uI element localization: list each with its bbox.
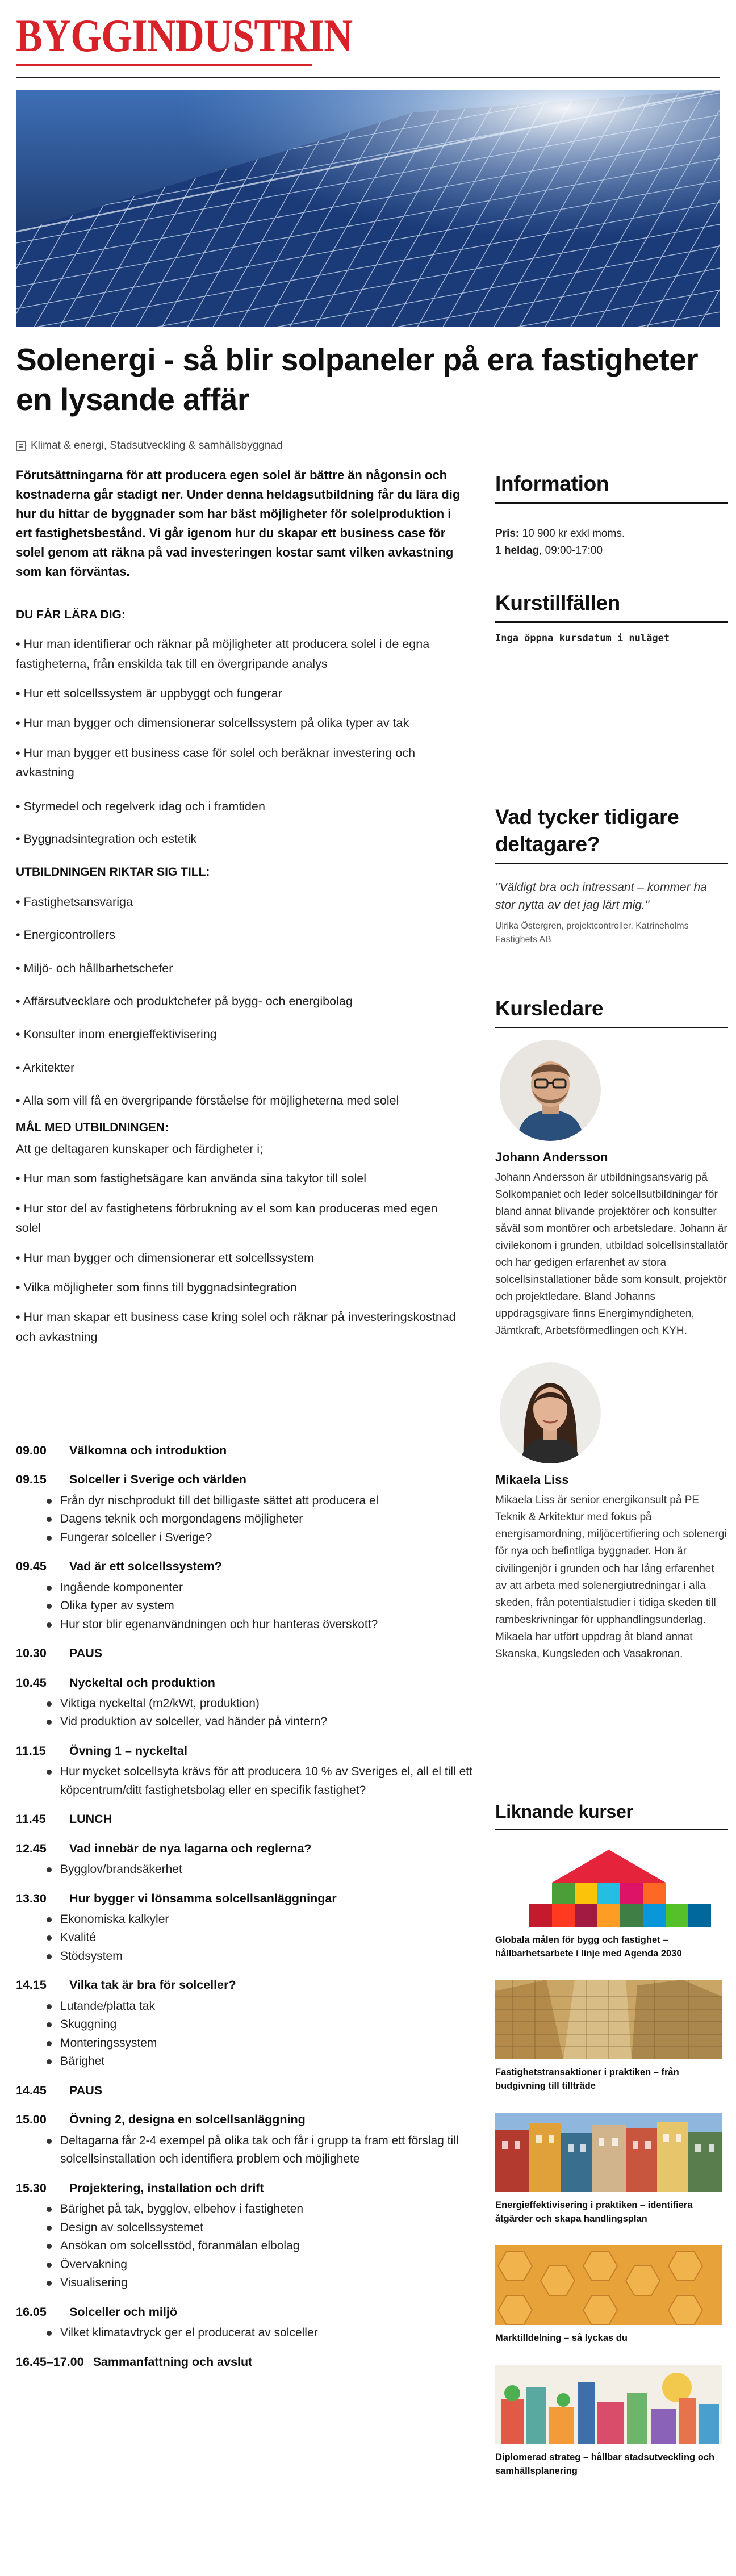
dates-divider xyxy=(495,621,728,623)
slot-title: Solceller och miljö xyxy=(69,2305,177,2319)
slot-title: Vad innebär de nya lagarna och reglerna? xyxy=(69,1841,312,1855)
list-item: • Vilka möjligheter som finns till byggnadsintegration xyxy=(16,1281,297,1295)
target-list xyxy=(16,892,465,1111)
leader-name: Johann Andersson xyxy=(495,1150,608,1165)
course-card[interactable] xyxy=(495,1847,722,1961)
category-tags xyxy=(16,437,283,454)
leader-bio: Mikaela Liss är senior energikonsult på PE Teknik & Arkitektur med fokus på energisamordning, miljöcertifiering och solenergi för nya och befintliga byggnader. Hon är civilingenjör i grunden och har lång erfarenhet av att arbeta med solenergiutredningar i alla skeden, från potentialstudier i tidiga skeden till rambeskrivningar för upphandlingsunderlag. Mikaela har utfört uppdrag åt bland annat Skanska, Kungsleden och Vasakronan. xyxy=(495,1494,727,1660)
list-item: Hur stor blir egenanvändningen och hur hanteras överskott? xyxy=(44,1616,504,1634)
hero-solar-image xyxy=(16,90,720,327)
slot-title: Övning 2, designa en solcellsanläggning xyxy=(69,2113,306,2127)
course-thumb[interactable] xyxy=(495,2245,722,2325)
slot-title: Övning 1 – nyckeltal xyxy=(69,1743,187,1758)
list-item: • Alla som vill få en övergripande förståelse för möjligheterna med solel xyxy=(16,1094,399,1108)
list-item: • Hur man som fastighetsägare kan använda sina takytor till solel xyxy=(16,1172,367,1186)
header-divider xyxy=(16,77,720,78)
testimonial-heading: Vad tycker tidigare deltagare? xyxy=(495,805,679,856)
avatar xyxy=(500,1040,601,1141)
sdg-house-graphic xyxy=(495,1847,722,1927)
course-leaders xyxy=(495,995,728,1663)
price-line xyxy=(495,525,728,542)
slot-title: Vilka tak är bra för solceller? xyxy=(69,1978,236,1992)
info-divider xyxy=(495,502,728,504)
leader-photo-johann xyxy=(500,1040,601,1141)
slot-title: Nyckeltal och produktion xyxy=(69,1675,215,1690)
hexagon-pattern xyxy=(495,2245,722,2325)
list-item: Lutande/platta tak xyxy=(44,1997,504,2016)
slot-time: 16.05 xyxy=(16,2305,47,2319)
course-title[interactable]: Diplomerad strateg – hållbar stadsutveckling och samhällsplanering xyxy=(495,2452,715,2476)
leader-name: Mikaela Liss xyxy=(495,1473,569,1487)
list-item: Ingående komponenter xyxy=(44,1579,504,1598)
list-item: Stödsystem xyxy=(44,1947,504,1966)
schedule-slot xyxy=(16,2303,504,2322)
price-value: 10 900 kr exkl moms. xyxy=(522,528,625,540)
schedule-slot xyxy=(16,1742,504,1760)
list-item: • Styrmedel och regelverk idag och i framtiden xyxy=(16,800,265,814)
leaders-heading: Kursledare xyxy=(495,997,604,1020)
list-item: Design av solcellssystemet xyxy=(44,2219,504,2238)
course-thumb[interactable] xyxy=(495,1847,722,1927)
list-item: • Konsulter inom energieffektivisering xyxy=(16,1027,217,1042)
duration-line xyxy=(495,542,728,559)
list-item: Bärighet på tak, bygglov, elbehov i fastigheten xyxy=(44,2200,504,2219)
schedule-slot xyxy=(16,1889,504,1908)
list-item: Dagens teknik och morgondagens möjligheter xyxy=(44,1510,504,1529)
testimonial-divider xyxy=(495,863,728,864)
list-item: • Hur man identifierar och räknar på möjligheter att producera solel i de egna fastigheterna, från enskilda tak till en övergripande analys xyxy=(16,637,430,671)
list-item: Kvalité xyxy=(44,1929,504,1947)
list-item: Från dyr nischprodukt till det billigaste sättet att producera el xyxy=(44,1492,504,1511)
info-box xyxy=(495,470,728,560)
list-item: • Hur man bygger ett business case för solel och beräknar investering och avkastning xyxy=(16,746,416,780)
slot-time: 10.30 xyxy=(16,1646,47,1661)
slot-time: 16.45–17.00 xyxy=(16,2355,84,2369)
goal-heading: MÅL MED UTBILDNINGEN: xyxy=(16,1120,169,1134)
slot-title: LUNCH xyxy=(69,1812,112,1826)
duration-label: 1 heldag xyxy=(495,545,540,557)
course-title[interactable]: Energieffektivisering i praktiken – identifiera åtgärder och skapa handlingsplan xyxy=(495,2200,693,2224)
schedule-slot xyxy=(16,1557,504,1576)
course-title[interactable]: Marktilldelning – så lyckas du xyxy=(495,2333,628,2344)
course-thumb[interactable] xyxy=(495,2365,722,2444)
list-item: • Hur man skapar ett business case kring solel och räknar på investeringskostnad och avkastning xyxy=(16,1310,456,1344)
slot-items xyxy=(44,2132,504,2169)
no-dates-message: Inga öppna kursdatum i nuläget xyxy=(495,633,670,645)
tag-icon xyxy=(16,441,26,451)
list-item: • Miljö- och hållbarhetschefer xyxy=(16,961,173,975)
slot-items xyxy=(44,1910,504,1966)
course-card[interactable] xyxy=(495,1980,722,2093)
list-item: • Hur ett solcellssystem är uppbyggt och fungerar xyxy=(16,686,282,700)
logo-underline xyxy=(16,64,312,66)
learn-list xyxy=(16,634,465,848)
goal-intro: Att ge deltagaren kunskaper och färdigheter i; xyxy=(16,1142,264,1156)
slot-time: 11.15 xyxy=(16,1743,46,1758)
lead-paragraph: Förutsättningarna för att producera egen solel är bättre än någonsin och kostnaderna går stadigt ner. Under denna heldagsutbildning får du lära dig hur du hittar de byggnader som har bäst möjligheter för solelproduktion i ert fastighetsbestånd. Vi går igenom hur du skapar ett business case för solel genom att räkna på vad investeringen kostar samt vilken avkastning som kan förväntas. xyxy=(16,468,461,579)
slot-time: 13.30 xyxy=(16,1891,47,1905)
list-item: Viktiga nyckeltal (m2/kWt, produktion) xyxy=(44,1695,504,1713)
slot-items xyxy=(44,2324,504,2343)
quote-source: Ulrika Östergren, projektcontroller, Katrineholms Fastighets AB xyxy=(495,921,689,945)
slot-title: Solceller i Sverige och världen xyxy=(69,1473,246,1487)
slot-title: PAUS xyxy=(69,2083,103,2097)
slot-items xyxy=(44,2200,504,2293)
course-card[interactable] xyxy=(495,2365,722,2478)
course-description xyxy=(16,466,465,1346)
list-item: Ekonomiska kalkyler xyxy=(44,1910,504,1929)
slot-time: 09.45 xyxy=(16,1559,47,1574)
list-item: • Hur man bygger och dimensionerar ett solcellssystem xyxy=(16,1251,314,1265)
schedule-slot xyxy=(16,2353,504,2372)
target-heading: UTBILDNINGEN RIKTAR SIG TILL: xyxy=(16,865,210,879)
schedule-slot xyxy=(16,1470,504,1489)
schedule-slot xyxy=(16,1839,504,1858)
similar-heading: Liknande kurser xyxy=(495,1801,633,1822)
list-item: Vilket klimatavtryck ger el producerat av solceller xyxy=(44,2324,504,2343)
schedule-slot xyxy=(16,2179,504,2198)
course-dates xyxy=(495,589,728,646)
office-buildings-photo xyxy=(495,1980,722,2059)
slot-time: 09.00 xyxy=(16,1444,47,1457)
schedule-slot xyxy=(16,1644,504,1663)
schedule-slot xyxy=(16,1441,504,1460)
slot-title: Välkomna och introduktion xyxy=(69,1444,227,1457)
site-header xyxy=(0,0,736,88)
list-item: Övervakning xyxy=(44,2256,504,2274)
slot-title: PAUS xyxy=(69,1646,103,1661)
slot-title: Vad är ett solcellssystem? xyxy=(69,1559,222,1574)
slot-time: 09.15 xyxy=(16,1473,47,1487)
slot-items xyxy=(44,1579,504,1634)
course-title[interactable]: Globala målen för bygg och fastighet – hållbarhetsarbete i linje med Agenda 2030 xyxy=(495,1934,682,1959)
list-item: • Arkitekter xyxy=(16,1060,75,1074)
solar-panels-illustration xyxy=(16,90,720,327)
list-item: Visualisering xyxy=(44,2274,504,2293)
site-logo[interactable]: BYGGINDUSTRIN xyxy=(16,10,353,61)
leader-photo-mikaela xyxy=(500,1362,601,1463)
city-illustration xyxy=(495,2365,722,2444)
page-title: Solenergi - så blir solpaneler på era fastigheter en lysande affär xyxy=(16,342,699,417)
schedule-slot xyxy=(16,1674,504,1692)
slot-items xyxy=(44,1695,504,1732)
slot-title: Sammanfattning och avslut xyxy=(93,2355,253,2369)
similar-courses xyxy=(495,1800,728,2478)
list-item: • Hur stor del av fastighetens förbrukning av el som kan produceras med egen solel xyxy=(16,1201,438,1235)
slot-items xyxy=(44,1860,504,1879)
list-item: Hur mycket solcellsyta krävs för att producera 10 % av Sveriges el, all el till ett köpcentrum/ditt fastighetsbolag eller en specifik fastighet? xyxy=(44,1763,504,1800)
leaders-divider xyxy=(495,1027,728,1028)
schedule-slot xyxy=(16,2081,504,2100)
list-item: Deltagarna får 2-4 exempel på olika tak och får i grupp ta fram ett förslag till solcellsinstallation och identifiera problem och möjlighete xyxy=(44,2132,504,2169)
slot-items xyxy=(44,1997,504,2071)
list-item: Olika typer av system xyxy=(44,1597,504,1616)
testimonial xyxy=(495,804,728,947)
list-item: • Hur man bygger och dimensionerar solcellssystem på olika typer av tak xyxy=(16,716,409,730)
list-item: Bärighet xyxy=(44,2052,504,2071)
course-title[interactable]: Fastighetstransaktioner i praktiken – från budgivning till tillträde xyxy=(495,2067,679,2092)
slot-time: 15.30 xyxy=(16,2181,47,2195)
slot-title: Projektering, installation och drift xyxy=(69,2181,264,2195)
similar-divider xyxy=(495,1829,728,1830)
schedule-slot xyxy=(16,2110,504,2129)
list-item: Bygglov/brandsäkerhet xyxy=(44,1860,504,1879)
slot-time: 15.00 xyxy=(16,2113,47,2127)
slot-time: 14.45 xyxy=(16,2083,47,2097)
list-item: Fungerar solceller i Sverige? xyxy=(44,1529,504,1548)
schedule-slot xyxy=(16,1810,504,1829)
slot-time: 10.45 xyxy=(16,1675,47,1690)
category-text[interactable]: Klimat & energi, Stadsutveckling & samhällsbyggnad xyxy=(31,440,283,451)
slot-time: 12.45 xyxy=(16,1841,47,1855)
list-item: • Energicontrollers xyxy=(16,928,115,942)
leader-bio: Johann Andersson är utbildningsansvarig på Solkompaniet och leder solcellsutbildningar för bland annat blivande projektörer och konsulter såväl som montörer och arbetsledare. Johann är civilekonom i grunden, utbildad solcellsinstallatör och har gedigen erfarenhet av stora solcellsinstallationer både som konsult, projektör och projektledare. Bland Johanns uppdragsgivare finns Energimyndigheten, Jämtkraft, Arbetsförmedlingen och KYH. xyxy=(495,1172,728,1337)
schedule-slot xyxy=(16,1976,504,1994)
slot-time: 11.45 xyxy=(16,1812,46,1826)
dates-heading: Kurstillfällen xyxy=(495,591,620,614)
course-card[interactable] xyxy=(495,2113,722,2226)
slot-items xyxy=(44,1492,504,1548)
info-heading: Information xyxy=(495,472,609,495)
course-schedule xyxy=(16,1431,504,2372)
course-thumb[interactable] xyxy=(495,2113,722,2192)
price-label: Pris: xyxy=(495,528,520,540)
duration-value: , 09:00-17:00 xyxy=(539,545,603,557)
course-card[interactable] xyxy=(495,2245,722,2345)
list-item: Skuggning xyxy=(44,2015,504,2034)
slot-time: 14.15 xyxy=(16,1978,47,1992)
course-thumb[interactable] xyxy=(495,1980,722,2059)
learn-heading: DU FÅR LÄRA DIG: xyxy=(16,608,126,621)
list-item: Vid produktion av solceller, vad händer på vintern? xyxy=(44,1713,504,1732)
colorful-houses-photo xyxy=(495,2113,722,2192)
list-item: • Byggnadsintegration och estetik xyxy=(16,831,197,846)
list-item: • Affärsutvecklare och produktchefer på bygg- och energibolag xyxy=(16,994,353,1008)
goal-list xyxy=(16,1169,465,1346)
list-item: Ansökan om solcellsstöd, föranmälan elbolag xyxy=(44,2237,504,2256)
list-item: Monteringssystem xyxy=(44,2034,504,2053)
slot-items xyxy=(44,1763,504,1800)
slot-title: Hur bygger vi lönsamma solcellsanläggningar xyxy=(69,1891,337,1905)
list-item: • Fastighetsansvariga xyxy=(16,894,133,909)
avatar xyxy=(500,1362,601,1463)
quote-text: "Väldigt bra och intressant – kommer ha stor nytta av det jag lärt mig." xyxy=(495,881,707,911)
